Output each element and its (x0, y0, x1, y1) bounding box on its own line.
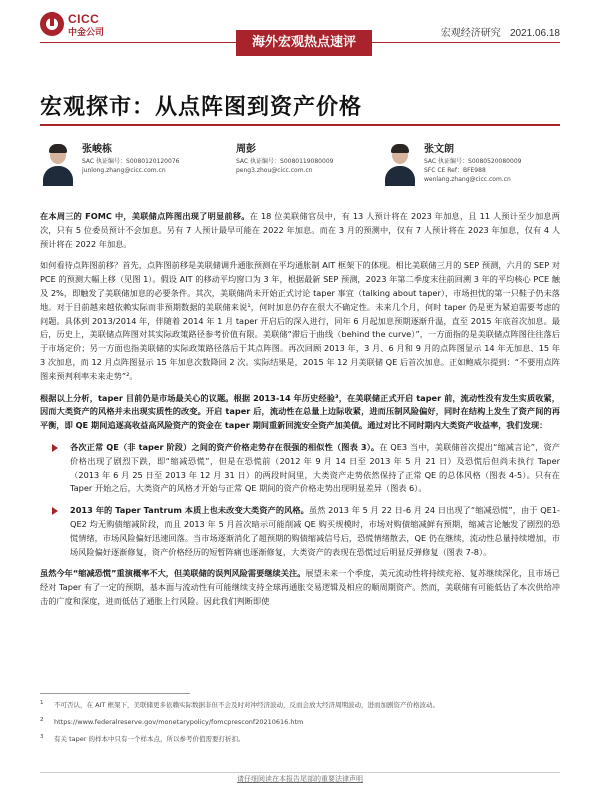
report-body (40, 210, 560, 617)
footnote-link[interactable]: https://www.federalreserve.gov/monetarypolicy/fomcpresconf20210616.htm (54, 718, 304, 726)
header-meta (435, 24, 560, 39)
paragraph-1 (40, 210, 560, 251)
footnote-text: 不可否认，在 AIT 框架下，美联储更多依赖实际数据非但不会及时对冲经济波动，反而会放大经济周期波动，进而加剧资产价格波动。 (54, 701, 439, 709)
cicc-logo-icon (40, 12, 64, 36)
author-name: 张峻栋 (82, 144, 112, 155)
logo-cn-text: 中金公司 (68, 28, 105, 38)
section-label: 宏观经济研究 (440, 28, 501, 39)
bullet-lead: 2013 年的 Taper Tantrum 本质上也未改变大类资产的风格。 (70, 505, 309, 516)
paragraph-lead: 虽然今年“缩减恐慌”重演概率不大，但美联储的误判风险需要继续关注。 (40, 568, 306, 579)
footnote-number: 2 (40, 717, 44, 723)
cicc-logo (40, 12, 120, 46)
page-header (0, 0, 600, 60)
author-info (82, 140, 202, 175)
footnote-number: 3 (40, 734, 44, 740)
bullet-item-2 (40, 504, 560, 559)
paragraph-4 (40, 567, 560, 608)
bullet-arrow-icon (52, 444, 58, 452)
footnote-divider (40, 693, 190, 694)
author-sac: SAC 执证编号：S0080520080009 (424, 158, 522, 165)
page-title: 宏观探市：从点阵图到资产价格 (40, 95, 363, 120)
avatar (40, 142, 76, 186)
paragraph-text: 展望未来一个季度，美元流动性将持续充裕、复苏继续深化，且市场已经对 Taper 有了一定的预期，基本面与流动性有可能继续支持全球再通胀交易逻辑及相应的顺周期资产。然而，美联储有可能低估了本次供给冲击的广度和深度，进而低估了通胀上行风险。因此我们判断即使 (40, 568, 560, 606)
author-sac: SAC 执证编号：S0080120120076 (82, 158, 180, 165)
author-info (236, 140, 356, 175)
bullet-arrow-icon (52, 507, 58, 515)
footer-divider (40, 772, 560, 773)
report-date: 2021.06.18 (509, 28, 560, 39)
author-name: 周彭 (236, 144, 256, 155)
paragraph-2 (40, 259, 560, 383)
paragraph-text: 如何看待点阵图前移？首先，点阵图前移是美联储调升通胀预测在平均通胀制 AIT 框架下的体现。相比美联储三月的 SEP 预测，六月的 SEP 对 PCE 的预测大幅上移（见图 1）。假设 AIT 的移动平均窗口为 3 年，根据最新 SEP 预测，2023 年第二季度末往前回溯 3 年的平均核心 PCE 触及 2%，即触发了美联储加息的必要条件。其次，美联储尚未开始正式讨论 taper 事宜（talking about taper），市场担忧的第一只鞋子仍未落地。对于目前越来越依赖实际而非预期数据的美联储来说¹，何时加息仍存在很大不确定性。未来几个月，何时 taper 仍是更为紧迫需要考虑的问题。具体到 2013/2014 年，伴随着 2014 年 1 月 taper 开启后的深入进行，同年 6 月起加息预期逐渐升温，直至 2015 年底首次加息。最后，历史上，美联储点阵图对其实际政策路径参考价值有限。美联储“滞后于曲线（behind the curve）”，一方面指的是美联储点阵图往往落后于市场定价；另一方面也指美联储的实际政策路径落后于其点阵图。再次回顾 2013 年，3 月、6 月和 9 月的点阵图显示 14 年无加息、15 年 3 次加息，而 12 月点阵图显示 15 年加息次数降回 2 次。实际结果是，2015 年 12 月美联储 QE 后首次加息。正如鲍威尔提到：“不要用点阵图来预判利率未来走势”²。 (40, 260, 560, 381)
footnote-number: 1 (40, 700, 44, 706)
paragraph-lead: 根据以上分析，taper 目前仍是市场最关心的议题。根据 2013-14 年历史经验³，在美联储正式开启 taper 前，流动性没有发生实质收紧，因而大类资产的风格并未出现实质性的改变。开启 taper 后，流动性在总量上边际收紧，进而压制风险偏好，同时在结构上发生了资产间的再平衡，即 QE 期间追逐高收益高风险资产的资金在 taper 期间重新回流安全资产加美债。通过对比不同时期内大类资产收益率，我们发现： (40, 392, 560, 431)
paragraph-text: 在 18 位美联储官员中，有 13 人预计将在 2023 年加息，且 11 人预计至少加息两次，只有 5 位委员预计不会加息。另有 7 人预计最早可能在 2022 年加息。而在 3 月的预测中，仅有 7 人预计将在 2023 年加息，仅有 4 人预计将在 2022 年加息。 (40, 211, 560, 249)
footnote (40, 717, 560, 728)
author-email[interactable]: junlong.zhang@cicc.com.cn (82, 167, 166, 174)
paragraph-3 (40, 392, 560, 433)
footnote (40, 700, 560, 711)
footnote-text: 有关 taper 的样本中只有一个样本点，所以参考价值需要打折扣。 (54, 735, 245, 743)
legal-disclaimer-link[interactable]: 请仔细阅读在本报告尾部的重要法律声明 (237, 775, 363, 783)
author-info (424, 140, 544, 184)
paragraph-lead: 在本周三的 FOMC 中，美联储点阵图出现了明显前移。 (40, 211, 250, 221)
report-type-banner: 海外宏观热点速评 (236, 30, 372, 56)
author-list (40, 140, 560, 200)
footnote-list (40, 700, 560, 751)
author-email[interactable]: wenlang.zhang@cicc.com.cn (424, 176, 511, 183)
avatar (382, 142, 418, 186)
bullet-text: 在 QE3 当中，美联储首次提出“缩减言论”，资产价格出现了剧烈下跌，即“缩减恐慌”，但是在恐慌前（2012 年 9 月 14 日至 2013 年 5 月 21 日）及恐慌后但尚未执行 Taper（2013 年 6 月 25 日至 2013 年 12 月 31 日）的两段时间里，大类资产走势依然保持了正常 QE 的总体风格（图表 4-5）。只有在 Taper 开始之后，大类资产的风格才开始与正常 QE 期间的资产价格走势出现明显差异（图表 6）。 (70, 441, 560, 494)
title-divider (40, 124, 560, 126)
bullet-lead: 各次正常 QE（非 taper 阶段）之间的资产价格走势存在很强的相似性（图表 3）。 (70, 441, 380, 452)
author-name: 张文朗 (424, 144, 454, 155)
bullet-text: 虽然 2013 年 5 月 22 日-6 月 24 日出现了“缩减恐慌”，由于 QE1-QE2 均无购债缩减阶段，而且 2013 年 5 月首次暗示可能削减 QE 购买规模时，市场对购债缩减鲜有预期，缩减言论触发了剧烈的恐慌情绪，市场风险偏好迅速回落。当市场逐渐消化了超预期的购债缩减信号后，恐慌情绪散去，QE 仍在继续，流动性总量持续增加，市场风险偏好逐渐修复，资产价格经历的短暂阵痛也逐渐修复，大类资产的表现在恐慌过后明显反弹修复（图表 7-8）。 (70, 505, 560, 557)
footnote (40, 734, 560, 745)
bullet-item-1 (40, 441, 560, 496)
logo-text: CICC (68, 12, 100, 26)
author-sfc: SFC CE Ref：BFE988 (424, 167, 486, 174)
author-sac: SAC 执证编号：S0080119080009 (236, 158, 334, 165)
author-email[interactable]: peng3.zhou@cicc.com.cn (236, 167, 313, 174)
